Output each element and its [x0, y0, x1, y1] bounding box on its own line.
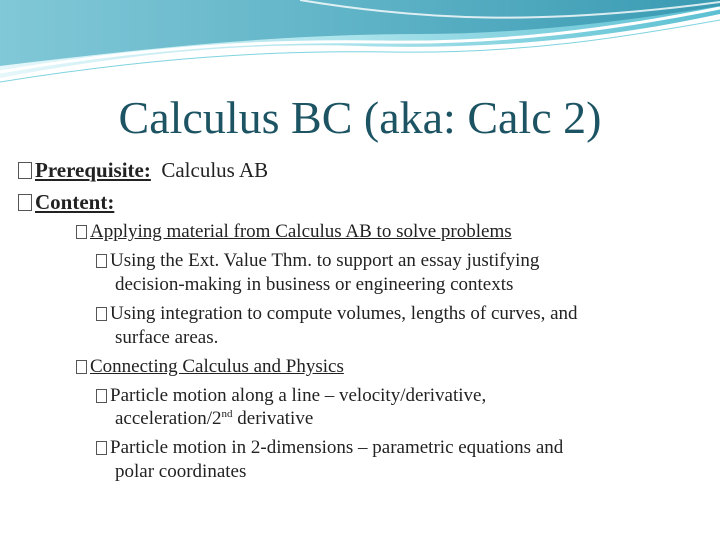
square-bullet-icon — [76, 225, 87, 239]
square-bullet-icon — [96, 441, 107, 455]
continuation-text: derivative — [232, 408, 314, 429]
square-bullet-icon — [76, 360, 87, 374]
ordinal-superscript: nd — [221, 408, 233, 420]
prerequisite-value: Calculus AB — [161, 158, 269, 182]
topic-item — [76, 355, 344, 379]
square-bullet-icon — [96, 307, 107, 321]
header-wave-decoration — [0, 0, 720, 90]
subtopic-text: Using the Ext. Value Thm. to support an essay justifying — [110, 250, 540, 271]
subtopic-continuation — [115, 407, 313, 431]
subtopic-continuation: polar coordinates — [115, 461, 247, 482]
content-label: Content: — [35, 190, 115, 214]
subtopic-item — [96, 302, 578, 326]
prerequisite-label: Prerequisite: — [35, 158, 151, 182]
subtopic-text: Particle motion along a line – velocity/derivative, — [110, 385, 487, 406]
prerequisite-line — [18, 157, 268, 183]
slide-title: Calculus BC (aka: Calc 2) — [118, 92, 602, 143]
subtopic-item — [96, 436, 563, 460]
subtopic-item — [96, 384, 486, 408]
subtopic-continuation: decision-making in business or engineering contexts — [115, 274, 514, 295]
content-line — [18, 189, 114, 215]
subtopic-text: Using integration to compute volumes, lengths of curves, and — [110, 303, 578, 324]
square-bullet-icon — [18, 194, 32, 211]
square-bullet-icon — [18, 162, 32, 179]
continuation-text: acceleration/2 — [115, 408, 222, 429]
subtopic-item — [96, 249, 539, 273]
subtopic-continuation: surface areas. — [115, 327, 219, 348]
topic-label: Connecting Calculus and Physics — [90, 356, 344, 377]
subtopic-text: Particle motion in 2-dimensions – parametric equations and — [110, 437, 564, 458]
topic-label: Applying material from Calculus AB to solve problems — [90, 221, 512, 242]
square-bullet-icon — [96, 254, 107, 268]
topic-item — [76, 220, 512, 244]
square-bullet-icon — [96, 389, 107, 403]
